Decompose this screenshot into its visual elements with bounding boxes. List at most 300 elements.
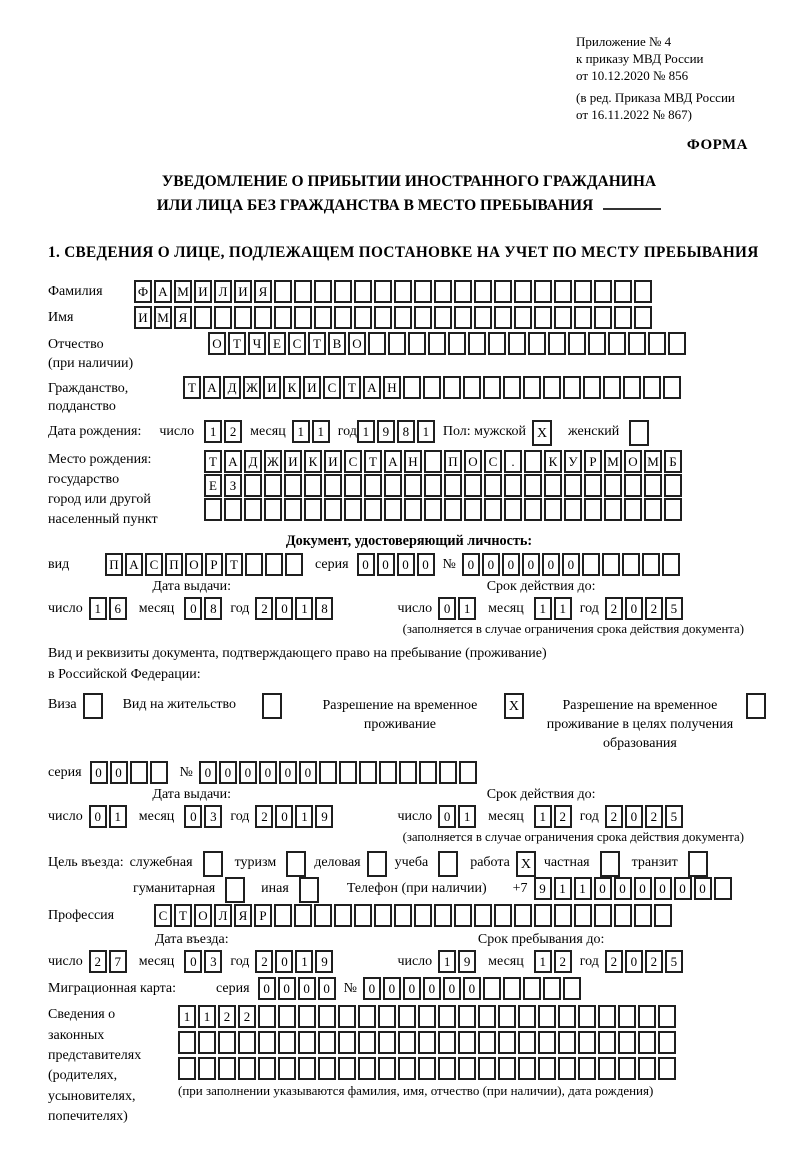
char-cell[interactable]: Л	[214, 904, 232, 927]
char-cell[interactable]: 0	[542, 553, 560, 576]
char-cell[interactable]: 2	[605, 950, 623, 973]
char-cell[interactable]	[394, 904, 412, 927]
char-cell[interactable]	[358, 1031, 376, 1054]
char-cell[interactable]	[634, 306, 652, 329]
char-cell[interactable]	[198, 1031, 216, 1054]
char-cell[interactable]	[404, 474, 422, 497]
char-cell[interactable]	[478, 1005, 496, 1028]
char-cell[interactable]: М	[154, 306, 172, 329]
char-cell[interactable]: О	[464, 450, 482, 473]
char-cell[interactable]	[399, 761, 417, 784]
char-cell[interactable]	[404, 498, 422, 521]
char-cell[interactable]	[294, 306, 312, 329]
char-cell[interactable]: П	[165, 553, 183, 576]
char-cell[interactable]: 0	[482, 553, 500, 576]
char-cell[interactable]	[598, 1057, 616, 1080]
char-cell[interactable]	[534, 306, 552, 329]
residence-permit-checkbox[interactable]	[262, 693, 282, 719]
char-cell[interactable]	[602, 553, 620, 576]
char-cell[interactable]	[374, 280, 392, 303]
char-cell[interactable]	[318, 1005, 336, 1028]
char-cell[interactable]	[424, 450, 442, 473]
char-cell[interactable]: Р	[205, 553, 223, 576]
char-cell[interactable]: 1	[357, 420, 375, 443]
char-cell[interactable]	[438, 1031, 456, 1054]
char-cell[interactable]	[234, 306, 252, 329]
char-cell[interactable]: О	[194, 904, 212, 927]
char-cell[interactable]	[265, 553, 283, 576]
char-cell[interactable]	[298, 1005, 316, 1028]
char-cell[interactable]	[498, 1031, 516, 1054]
char-cell[interactable]	[554, 280, 572, 303]
char-cell[interactable]: 0	[275, 597, 293, 620]
char-cell[interactable]: С	[145, 553, 163, 576]
char-cell[interactable]: 2	[645, 950, 663, 973]
char-cell[interactable]	[403, 376, 421, 399]
char-cell[interactable]: 2	[255, 805, 273, 828]
char-cell[interactable]	[264, 498, 282, 521]
char-cell[interactable]: 0	[184, 805, 202, 828]
char-cell[interactable]: 0	[239, 761, 257, 784]
char-cell[interactable]: 0	[502, 553, 520, 576]
char-cell[interactable]: 9	[315, 950, 333, 973]
char-cell[interactable]	[588, 332, 606, 355]
char-cell[interactable]: С	[344, 450, 362, 473]
char-cell[interactable]	[150, 761, 168, 784]
char-cell[interactable]	[648, 332, 666, 355]
char-cell[interactable]	[642, 553, 660, 576]
char-cell[interactable]	[379, 761, 397, 784]
char-cell[interactable]: 0	[279, 761, 297, 784]
char-cell[interactable]: А	[125, 553, 143, 576]
char-cell[interactable]: С	[323, 376, 341, 399]
char-cell[interactable]: Т	[343, 376, 361, 399]
char-cell[interactable]	[298, 1031, 316, 1054]
char-cell[interactable]: 9	[458, 950, 476, 973]
char-cell[interactable]	[418, 1005, 436, 1028]
char-cell[interactable]	[384, 498, 402, 521]
purpose-work-checkbox[interactable]: X	[516, 851, 536, 877]
char-cell[interactable]	[319, 761, 337, 784]
purpose-transit-checkbox[interactable]	[688, 851, 708, 877]
char-cell[interactable]	[478, 1031, 496, 1054]
char-cell[interactable]	[662, 553, 680, 576]
char-cell[interactable]	[474, 280, 492, 303]
char-cell[interactable]: А	[363, 376, 381, 399]
char-cell[interactable]	[494, 904, 512, 927]
char-cell[interactable]	[503, 977, 521, 1000]
char-cell[interactable]	[218, 1057, 236, 1080]
char-cell[interactable]	[444, 498, 462, 521]
char-cell[interactable]: 5	[665, 950, 683, 973]
char-cell[interactable]	[344, 474, 362, 497]
char-cell[interactable]	[534, 280, 552, 303]
char-cell[interactable]	[544, 498, 562, 521]
char-cell[interactable]	[354, 280, 372, 303]
char-cell[interactable]	[439, 761, 457, 784]
char-cell[interactable]	[584, 498, 602, 521]
char-cell[interactable]: 1	[295, 597, 313, 620]
char-cell[interactable]: 2	[238, 1005, 256, 1028]
char-cell[interactable]: 0	[562, 553, 580, 576]
char-cell[interactable]: 0	[625, 597, 643, 620]
char-cell[interactable]: И	[324, 450, 342, 473]
char-cell[interactable]	[644, 474, 662, 497]
char-cell[interactable]: 2	[224, 420, 242, 443]
char-cell[interactable]: 1	[534, 597, 552, 620]
char-cell[interactable]	[644, 498, 662, 521]
char-cell[interactable]	[198, 1057, 216, 1080]
char-cell[interactable]	[474, 904, 492, 927]
char-cell[interactable]: 8	[315, 597, 333, 620]
char-cell[interactable]: 0	[219, 761, 237, 784]
char-cell[interactable]	[338, 1031, 356, 1054]
char-cell[interactable]	[538, 1031, 556, 1054]
char-cell[interactable]: З	[224, 474, 242, 497]
char-cell[interactable]	[638, 1031, 656, 1054]
char-cell[interactable]	[604, 498, 622, 521]
char-cell[interactable]	[424, 474, 442, 497]
char-cell[interactable]: 1	[312, 420, 330, 443]
char-cell[interactable]: М	[174, 280, 192, 303]
char-cell[interactable]: 0	[594, 877, 612, 900]
char-cell[interactable]: 2	[255, 597, 273, 620]
char-cell[interactable]	[130, 761, 148, 784]
char-cell[interactable]: 2	[554, 950, 572, 973]
char-cell[interactable]: 0	[654, 877, 672, 900]
char-cell[interactable]: 1	[417, 420, 435, 443]
char-cell[interactable]: А	[224, 450, 242, 473]
char-cell[interactable]	[214, 306, 232, 329]
char-cell[interactable]	[484, 474, 502, 497]
char-cell[interactable]	[423, 376, 441, 399]
char-cell[interactable]	[245, 553, 263, 576]
char-cell[interactable]: 6	[109, 597, 127, 620]
char-cell[interactable]: 0	[438, 597, 456, 620]
char-cell[interactable]	[244, 498, 262, 521]
char-cell[interactable]	[358, 1005, 376, 1028]
char-cell[interactable]	[384, 474, 402, 497]
char-cell[interactable]: 2	[218, 1005, 236, 1028]
char-cell[interactable]	[419, 761, 437, 784]
char-cell[interactable]: О	[624, 450, 642, 473]
char-cell[interactable]	[274, 904, 292, 927]
char-cell[interactable]	[388, 332, 406, 355]
char-cell[interactable]: Н	[383, 376, 401, 399]
char-cell[interactable]	[364, 498, 382, 521]
char-cell[interactable]	[514, 904, 532, 927]
char-cell[interactable]	[238, 1057, 256, 1080]
char-cell[interactable]	[528, 332, 546, 355]
char-cell[interactable]	[504, 474, 522, 497]
char-cell[interactable]	[338, 1057, 356, 1080]
char-cell[interactable]	[618, 1057, 636, 1080]
char-cell[interactable]: 0	[89, 805, 107, 828]
char-cell[interactable]	[334, 306, 352, 329]
char-cell[interactable]	[278, 1005, 296, 1028]
char-cell[interactable]: К	[304, 450, 322, 473]
char-cell[interactable]: К	[544, 450, 562, 473]
char-cell[interactable]: 0	[522, 553, 540, 576]
char-cell[interactable]: А	[384, 450, 402, 473]
char-cell[interactable]: 0	[275, 805, 293, 828]
char-cell[interactable]: 1	[295, 950, 313, 973]
char-cell[interactable]	[634, 280, 652, 303]
char-cell[interactable]: 1	[438, 950, 456, 973]
char-cell[interactable]	[544, 474, 562, 497]
char-cell[interactable]	[523, 376, 541, 399]
char-cell[interactable]: 0	[259, 761, 277, 784]
char-cell[interactable]: 1	[295, 805, 313, 828]
char-cell[interactable]: Ж	[243, 376, 261, 399]
char-cell[interactable]	[463, 376, 481, 399]
char-cell[interactable]	[304, 474, 322, 497]
char-cell[interactable]	[478, 1057, 496, 1080]
char-cell[interactable]: Т	[364, 450, 382, 473]
char-cell[interactable]	[664, 498, 682, 521]
char-cell[interactable]	[238, 1031, 256, 1054]
char-cell[interactable]: 0	[463, 977, 481, 1000]
char-cell[interactable]	[518, 1005, 536, 1028]
char-cell[interactable]	[484, 498, 502, 521]
char-cell[interactable]	[623, 376, 641, 399]
char-cell[interactable]	[594, 904, 612, 927]
char-cell[interactable]	[594, 306, 612, 329]
char-cell[interactable]: Ф	[134, 280, 152, 303]
char-cell[interactable]: 0	[397, 553, 415, 576]
char-cell[interactable]: Д	[244, 450, 262, 473]
char-cell[interactable]	[178, 1031, 196, 1054]
purpose-study-checkbox[interactable]	[438, 851, 458, 877]
char-cell[interactable]	[178, 1057, 196, 1080]
char-cell[interactable]	[563, 376, 581, 399]
char-cell[interactable]	[534, 904, 552, 927]
char-cell[interactable]: Я	[254, 280, 272, 303]
char-cell[interactable]	[368, 332, 386, 355]
char-cell[interactable]	[643, 376, 661, 399]
char-cell[interactable]: Л	[214, 280, 232, 303]
char-cell[interactable]: 0	[694, 877, 712, 900]
char-cell[interactable]	[394, 280, 412, 303]
char-cell[interactable]	[538, 1057, 556, 1080]
char-cell[interactable]	[582, 553, 600, 576]
char-cell[interactable]: 1	[89, 597, 107, 620]
char-cell[interactable]	[714, 877, 732, 900]
char-cell[interactable]	[558, 1005, 576, 1028]
char-cell[interactable]: 2	[255, 950, 273, 973]
char-cell[interactable]: 2	[645, 597, 663, 620]
temp-residence-edu-checkbox[interactable]	[746, 693, 766, 719]
char-cell[interactable]	[414, 904, 432, 927]
char-cell[interactable]	[624, 498, 642, 521]
char-cell[interactable]: С	[154, 904, 172, 927]
char-cell[interactable]	[443, 376, 461, 399]
char-cell[interactable]	[278, 1031, 296, 1054]
char-cell[interactable]	[628, 332, 646, 355]
char-cell[interactable]	[354, 904, 372, 927]
char-cell[interactable]	[618, 1031, 636, 1054]
char-cell[interactable]	[448, 332, 466, 355]
char-cell[interactable]	[598, 1031, 616, 1054]
char-cell[interactable]	[518, 1057, 536, 1080]
char-cell[interactable]	[524, 498, 542, 521]
char-cell[interactable]: 0	[674, 877, 692, 900]
char-cell[interactable]: 8	[204, 597, 222, 620]
purpose-tourism-checkbox[interactable]	[286, 851, 306, 877]
char-cell[interactable]: О	[185, 553, 203, 576]
char-cell[interactable]: 9	[534, 877, 552, 900]
char-cell[interactable]: 0	[318, 977, 336, 1000]
char-cell[interactable]	[428, 332, 446, 355]
char-cell[interactable]	[378, 1031, 396, 1054]
char-cell[interactable]: 9	[315, 805, 333, 828]
visa-checkbox[interactable]	[83, 693, 103, 719]
char-cell[interactable]	[464, 498, 482, 521]
char-cell[interactable]: И	[194, 280, 212, 303]
char-cell[interactable]	[338, 1005, 356, 1028]
char-cell[interactable]: Т	[204, 450, 222, 473]
char-cell[interactable]: 1	[204, 420, 222, 443]
char-cell[interactable]: 1	[109, 805, 127, 828]
char-cell[interactable]: 0	[199, 761, 217, 784]
char-cell[interactable]: 1	[458, 805, 476, 828]
char-cell[interactable]	[284, 474, 302, 497]
char-cell[interactable]	[438, 1005, 456, 1028]
char-cell[interactable]	[468, 332, 486, 355]
char-cell[interactable]: С	[484, 450, 502, 473]
char-cell[interactable]: 1	[292, 420, 310, 443]
char-cell[interactable]	[458, 1005, 476, 1028]
gender-female-checkbox[interactable]	[629, 420, 649, 446]
char-cell[interactable]: 8	[397, 420, 415, 443]
char-cell[interactable]	[438, 1057, 456, 1080]
char-cell[interactable]	[483, 376, 501, 399]
char-cell[interactable]	[294, 904, 312, 927]
char-cell[interactable]	[364, 474, 382, 497]
char-cell[interactable]: 2	[645, 805, 663, 828]
char-cell[interactable]	[294, 280, 312, 303]
char-cell[interactable]: Т	[308, 332, 326, 355]
char-cell[interactable]: 0	[438, 805, 456, 828]
char-cell[interactable]	[464, 474, 482, 497]
char-cell[interactable]	[254, 306, 272, 329]
char-cell[interactable]: 0	[377, 553, 395, 576]
char-cell[interactable]	[622, 553, 640, 576]
char-cell[interactable]: 1	[178, 1005, 196, 1028]
char-cell[interactable]	[598, 1005, 616, 1028]
char-cell[interactable]	[418, 1057, 436, 1080]
char-cell[interactable]	[434, 306, 452, 329]
char-cell[interactable]: 3	[204, 805, 222, 828]
char-cell[interactable]	[314, 904, 332, 927]
char-cell[interactable]	[454, 280, 472, 303]
char-cell[interactable]	[258, 1005, 276, 1028]
char-cell[interactable]: Ч	[248, 332, 266, 355]
char-cell[interactable]	[663, 376, 681, 399]
char-cell[interactable]	[494, 306, 512, 329]
char-cell[interactable]	[604, 474, 622, 497]
char-cell[interactable]: Я	[174, 306, 192, 329]
char-cell[interactable]: 2	[554, 805, 572, 828]
char-cell[interactable]: 9	[377, 420, 395, 443]
char-cell[interactable]	[578, 1005, 596, 1028]
char-cell[interactable]	[398, 1005, 416, 1028]
char-cell[interactable]: 0	[403, 977, 421, 1000]
char-cell[interactable]	[503, 376, 521, 399]
char-cell[interactable]: П	[444, 450, 462, 473]
char-cell[interactable]	[244, 474, 262, 497]
char-cell[interactable]: 1	[554, 597, 572, 620]
char-cell[interactable]	[318, 1057, 336, 1080]
char-cell[interactable]: 1	[534, 950, 552, 973]
char-cell[interactable]	[658, 1031, 676, 1054]
char-cell[interactable]	[498, 1005, 516, 1028]
char-cell[interactable]: Т	[228, 332, 246, 355]
char-cell[interactable]	[548, 332, 566, 355]
char-cell[interactable]	[483, 977, 501, 1000]
char-cell[interactable]	[314, 306, 332, 329]
char-cell[interactable]: О	[208, 332, 226, 355]
char-cell[interactable]	[523, 977, 541, 1000]
char-cell[interactable]	[554, 904, 572, 927]
char-cell[interactable]	[434, 904, 452, 927]
purpose-other-checkbox[interactable]	[299, 877, 319, 903]
char-cell[interactable]: Н	[404, 450, 422, 473]
char-cell[interactable]: Е	[268, 332, 286, 355]
char-cell[interactable]	[658, 1005, 676, 1028]
char-cell[interactable]: С	[288, 332, 306, 355]
char-cell[interactable]	[374, 904, 392, 927]
char-cell[interactable]	[374, 306, 392, 329]
char-cell[interactable]	[518, 1031, 536, 1054]
char-cell[interactable]	[324, 474, 342, 497]
char-cell[interactable]: 0	[258, 977, 276, 1000]
char-cell[interactable]: 1	[554, 877, 572, 900]
char-cell[interactable]	[318, 1031, 336, 1054]
char-cell[interactable]	[278, 1057, 296, 1080]
char-cell[interactable]	[274, 306, 292, 329]
char-cell[interactable]	[624, 474, 642, 497]
char-cell[interactable]: А	[203, 376, 221, 399]
char-cell[interactable]: И	[284, 450, 302, 473]
char-cell[interactable]: О	[348, 332, 366, 355]
char-cell[interactable]	[558, 1057, 576, 1080]
char-cell[interactable]: Т	[225, 553, 243, 576]
char-cell[interactable]: М	[644, 450, 662, 473]
char-cell[interactable]	[354, 306, 372, 329]
char-cell[interactable]	[358, 1057, 376, 1080]
char-cell[interactable]	[594, 280, 612, 303]
char-cell[interactable]: 2	[605, 597, 623, 620]
char-cell[interactable]	[658, 1057, 676, 1080]
char-cell[interactable]	[378, 1057, 396, 1080]
char-cell[interactable]: И	[263, 376, 281, 399]
char-cell[interactable]: 1	[458, 597, 476, 620]
char-cell[interactable]: 0	[363, 977, 381, 1000]
char-cell[interactable]	[504, 498, 522, 521]
char-cell[interactable]: 0	[423, 977, 441, 1000]
char-cell[interactable]: 1	[198, 1005, 216, 1028]
char-cell[interactable]: П	[105, 553, 123, 576]
char-cell[interactable]	[664, 474, 682, 497]
char-cell[interactable]	[444, 474, 462, 497]
char-cell[interactable]	[334, 280, 352, 303]
char-cell[interactable]: И	[303, 376, 321, 399]
char-cell[interactable]	[494, 280, 512, 303]
char-cell[interactable]	[298, 1057, 316, 1080]
char-cell[interactable]	[488, 332, 506, 355]
char-cell[interactable]	[458, 1057, 476, 1080]
